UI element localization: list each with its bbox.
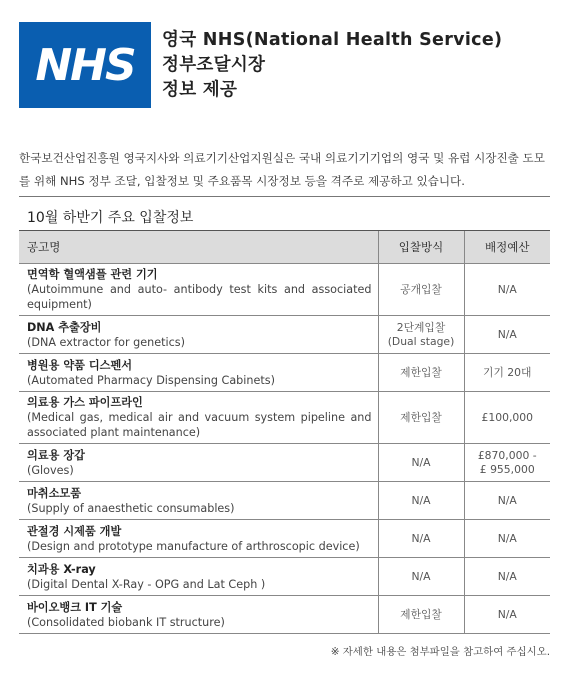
bid-method-cell: N/A <box>378 520 464 558</box>
bid-method-cell: N/A <box>378 558 464 596</box>
nhs-logo <box>19 22 151 108</box>
notice-name-ko: 마취소모품 <box>27 486 82 500</box>
intro-paragraph: 한국보건산업진흥원 영국지사와 의료기기산업지원실은 국내 의료기기기업의 영국 및 유럽 시장진출 도모를 위해 NHS 정부 조달, 입찰정보 및 주요품목 시장정보 등을 격주로 제공하고 있습니다. <box>19 151 545 188</box>
table-row <box>19 520 550 558</box>
notice-name-ko: 의료용 가스 파이프라인 <box>27 396 143 409</box>
title-line-2: 정부조달시장 <box>162 55 266 75</box>
table-row <box>19 264 550 316</box>
notice-name-ko: 의료용 장갑 <box>27 448 85 462</box>
notice-name-en: (Automated Pharmacy Dispensing Cabinets) <box>27 373 275 387</box>
notice-cell <box>19 558 378 596</box>
budget-cell: N/A <box>464 520 550 558</box>
budget-cell: £870,000 - £ 955,000 <box>464 444 550 482</box>
budget-cell: N/A <box>464 482 550 520</box>
notice-name-ko: DNA 추출장비 <box>27 320 102 334</box>
bid-method-cell: 제한입찰 <box>378 354 464 392</box>
notice-cell <box>19 264 378 316</box>
section-divider <box>19 196 550 197</box>
notice-name-en: (Digital Dental X-Ray - OPG and Lat Ceph ) <box>27 577 266 591</box>
table-row <box>19 354 550 392</box>
notice-cell <box>19 444 378 482</box>
notice-name-en: (Consolidated biobank IT structure) <box>27 615 225 629</box>
notice-name-ko: 치과용 X-ray <box>27 562 96 576</box>
bid-method-cell: 2단계입찰 (Dual stage) <box>378 316 464 354</box>
header-titles <box>162 28 502 103</box>
table-row <box>19 482 550 520</box>
budget-cell: N/A <box>464 264 550 316</box>
notice-name-en: (DNA extractor for genetics) <box>27 335 185 349</box>
notice-name-ko: 관절경 시제품 개발 <box>27 524 122 538</box>
notice-cell <box>19 482 378 520</box>
tender-table <box>19 230 550 634</box>
table-header-row <box>19 231 550 264</box>
notice-name-en: (Supply of anaesthetic consumables) <box>27 501 235 515</box>
notice-name-ko: 바이오뱅크 IT 기술 <box>27 600 123 614</box>
notice-cell <box>19 354 378 392</box>
bid-method-cell: N/A <box>378 482 464 520</box>
notice-name-en: (Gloves) <box>27 463 74 477</box>
notice-cell <box>19 596 378 634</box>
logo-text: NHS <box>35 39 135 91</box>
title-line-1: 영국 NHS(National Health Service) <box>162 30 503 50</box>
header-notice-name: 공고명 <box>19 231 378 264</box>
budget-cell: N/A <box>464 596 550 634</box>
header-bid-method: 입찰방식 <box>378 231 464 264</box>
header <box>19 22 549 108</box>
budget-cell: N/A <box>464 558 550 596</box>
table-row <box>19 596 550 634</box>
table-row <box>19 444 550 482</box>
header-budget: 배정예산 <box>464 231 550 264</box>
notice-name-ko: 면역학 혈액샘플 관련 기기 <box>27 268 158 281</box>
bid-method-cell: 제한입찰 <box>378 392 464 444</box>
notice-cell <box>19 520 378 558</box>
notice-name-en: (Medical gas, medical air and vacuum system pipeline and associated plant maintenance) <box>27 411 372 439</box>
section-title: 10월 하반기 주요 입찰정보 <box>27 210 194 226</box>
notice-name-en: (Design and prototype manufacture of arthroscopic device) <box>27 539 360 553</box>
bid-method-cell: 공개입찰 <box>378 264 464 316</box>
budget-cell: N/A <box>464 316 550 354</box>
title-line-3: 정보 제공 <box>162 80 238 100</box>
table-row <box>19 558 550 596</box>
budget-cell: £100,000 <box>464 392 550 444</box>
table-row <box>19 316 550 354</box>
notice-cell <box>19 392 378 444</box>
bid-method-cell: N/A <box>378 444 464 482</box>
bid-method-cell: 제한입찰 <box>378 596 464 634</box>
notice-name-en: (Autoimmune and auto- antibody test kits and associated equipment) <box>27 283 372 311</box>
table-row <box>19 392 550 444</box>
notice-name-ko: 병원용 약품 디스펜서 <box>27 358 133 372</box>
footnote: ※ 자세한 내용은 첨부파일을 참고하여 주십시오. <box>330 646 550 658</box>
budget-cell: 기기 20대 <box>464 354 550 392</box>
notice-cell <box>19 316 378 354</box>
